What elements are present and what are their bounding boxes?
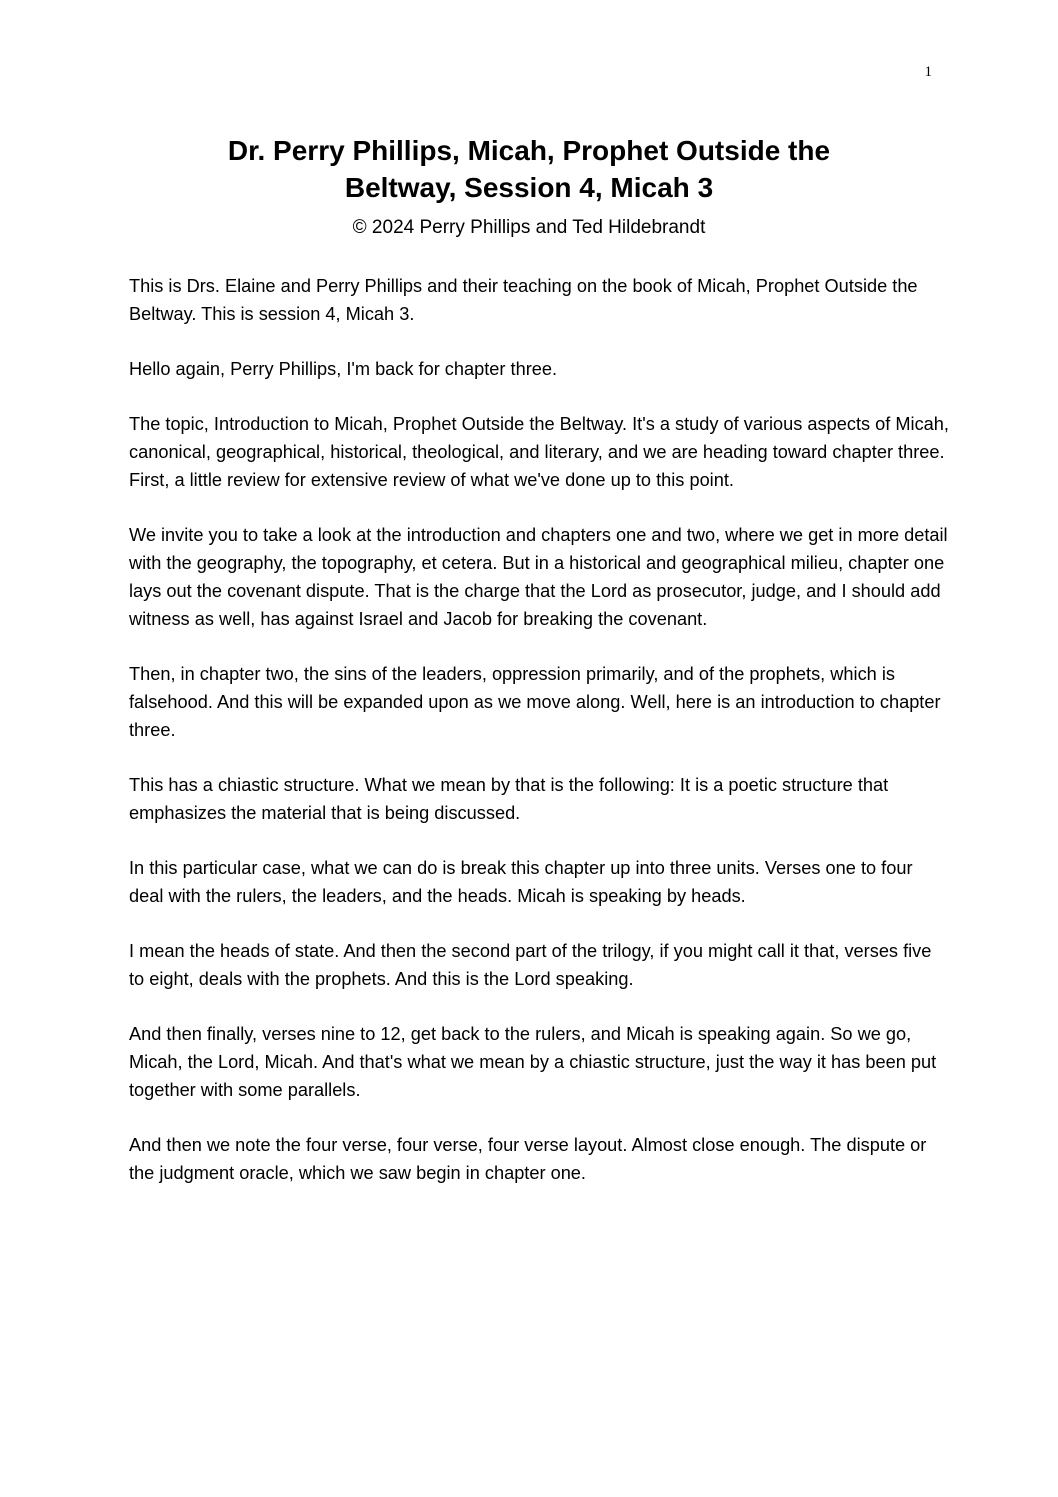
paragraph: This has a chiastic structure. What we mean by that is the following: It is a poetic structure that emphasizes the material that is being discussed. bbox=[129, 775, 889, 823]
paragraph: Hello again, Perry Phillips, I'm back for chapter three. bbox=[129, 359, 558, 379]
page-number: 1 bbox=[924, 64, 932, 80]
paragraph: And then we note the four verse, four verse, four verse layout. Almost close enough. The dispute or the judgment oracle, which we saw begin in chapter one. bbox=[129, 1135, 927, 1183]
document-body bbox=[129, 272, 949, 1214]
paragraph: And then finally, verses nine to 12, get back to the rulers, and Micah is speaking again. So we go, Micah, the Lord, Micah. And that's what we mean by a chiastic structure, just the way it has been put together with some parallels. bbox=[129, 1024, 937, 1100]
paragraph: We invite you to take a look at the introduction and chapters one and two, where we get in more detail with the geography, the topography, et cetera. But in a historical and geographical milieu, chapter one lays out the covenant dispute. That is the charge that the Lord as prosecutor, judge, and I should add witness as well, has against Israel and Jacob for breaking the covenant. bbox=[129, 525, 948, 629]
paragraph: In this particular case, what we can do is break this chapter up into three units. Verses one to four deal with the rulers, the leaders, and the heads. Micah is speaking by heads. bbox=[129, 858, 913, 906]
title-line-2: Beltway, Session 4, Micah 3 bbox=[344, 172, 714, 203]
copyright-notice: © 2024 Perry Phillips and Ted Hildebrandt bbox=[352, 217, 706, 238]
document-title bbox=[110, 132, 948, 206]
title-line-1: Dr. Perry Phillips, Micah, Prophet Outside the bbox=[227, 135, 831, 166]
paragraph: Then, in chapter two, the sins of the leaders, oppression primarily, and of the prophets, which is falsehood. And this will be expanded upon as we move along. Well, here is an introduction to chapter three. bbox=[129, 664, 941, 740]
paragraph: I mean the heads of state. And then the second part of the trilogy, if you might call it that, verses five to eight, deals with the prophets. And this is the Lord speaking. bbox=[129, 941, 932, 989]
paragraph: The topic, Introduction to Micah, Prophet Outside the Beltway. It's a study of various aspects of Micah, canonical, geographical, historical, theological, and literary, and we are heading toward chapter three. First, a little review for extensive review of what we've done up to this point. bbox=[129, 414, 949, 490]
paragraph: This is Drs. Elaine and Perry Phillips and their teaching on the book of Micah, Prophet Outside the Beltway. This is session 4, Micah 3. bbox=[129, 276, 918, 324]
